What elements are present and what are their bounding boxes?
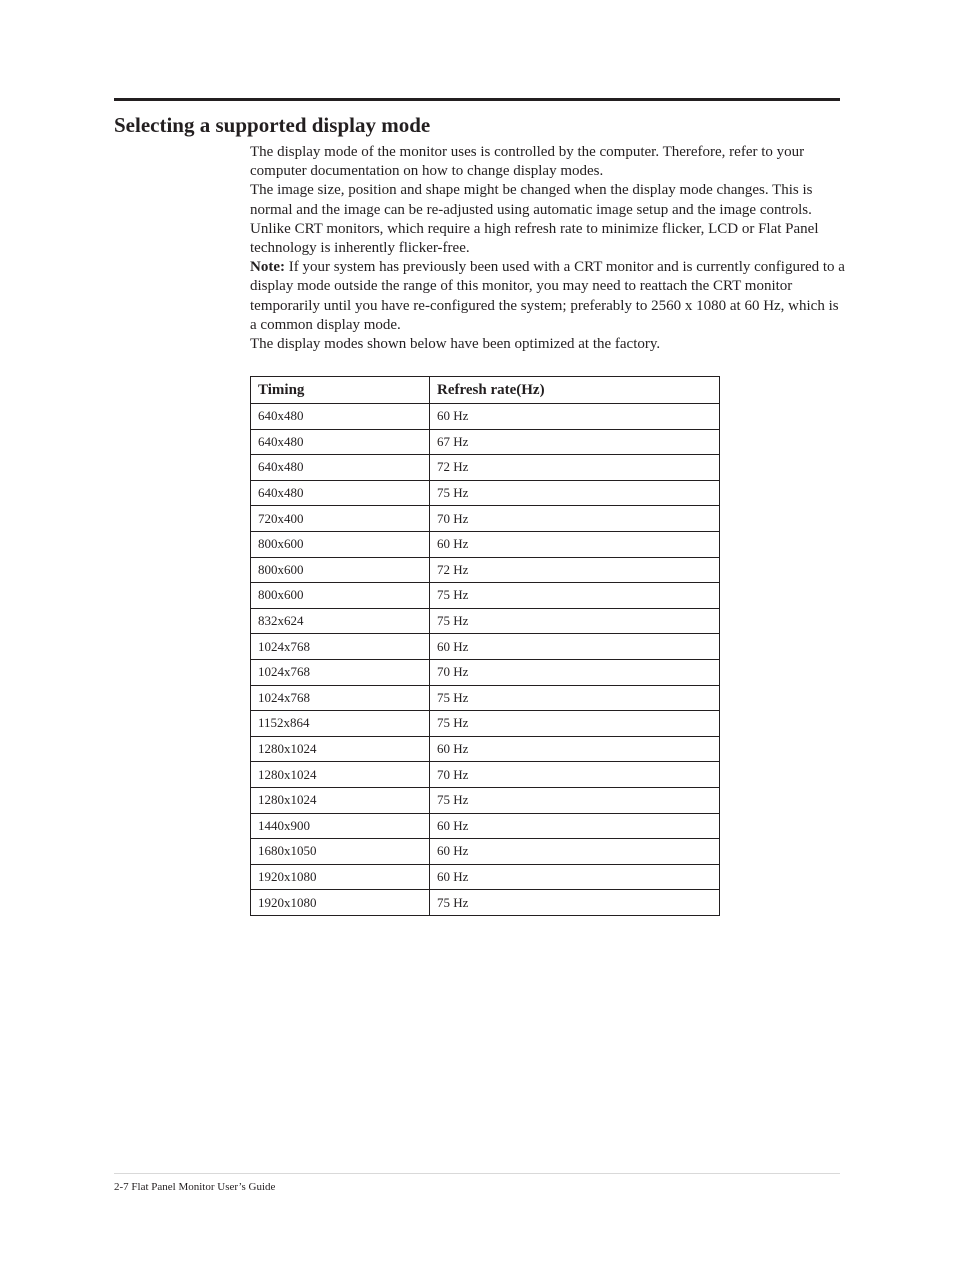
table-row xyxy=(251,608,720,634)
refresh-rate-cell: 70 Hz xyxy=(430,762,720,788)
table-row xyxy=(251,787,720,813)
body-text xyxy=(250,143,846,354)
table-row xyxy=(251,429,720,455)
refresh-rate-cell: 60 Hz xyxy=(430,864,720,890)
paragraph-display-mode-intro: The display mode of the monitor uses is controlled by the computer. Therefore, refer to your computer documentation on how to change display modes. xyxy=(250,144,805,180)
refresh-rate-cell: 75 Hz xyxy=(430,787,720,813)
timing-cell: 1152x864 xyxy=(251,711,430,737)
paragraph-optimized-modes: The display modes shown below have been optimized at the factory. xyxy=(250,336,661,353)
paragraph-note xyxy=(250,258,846,335)
table-row xyxy=(251,659,720,685)
refresh-rate-cell: 70 Hz xyxy=(430,506,720,532)
timing-cell: 1440x900 xyxy=(251,813,430,839)
refresh-rate-cell: 60 Hz xyxy=(430,404,720,430)
timing-cell: 640x480 xyxy=(251,429,430,455)
page-footer: 2-7 Flat Panel Monitor User’s Guide xyxy=(114,1181,276,1193)
table-body xyxy=(251,404,720,916)
header-timing: Timing xyxy=(251,377,430,404)
table-row xyxy=(251,813,720,839)
note-label: Note: xyxy=(250,259,285,276)
table-row xyxy=(251,480,720,506)
table-row xyxy=(251,711,720,737)
refresh-rate-cell: 75 Hz xyxy=(430,711,720,737)
timing-cell: 1024x768 xyxy=(251,685,430,711)
table-row xyxy=(251,583,720,609)
table-row xyxy=(251,736,720,762)
table-row xyxy=(251,839,720,865)
timing-cell: 800x600 xyxy=(251,557,430,583)
table-row xyxy=(251,864,720,890)
table-row xyxy=(251,890,720,916)
refresh-rate-cell: 72 Hz xyxy=(430,455,720,481)
refresh-rate-cell: 75 Hz xyxy=(430,480,720,506)
timing-cell: 1024x768 xyxy=(251,659,430,685)
refresh-rate-cell: 72 Hz xyxy=(430,557,720,583)
timing-cell: 1280x1024 xyxy=(251,762,430,788)
table-row xyxy=(251,455,720,481)
section-top-rule xyxy=(114,98,840,101)
refresh-rate-cell: 60 Hz xyxy=(430,634,720,660)
timing-cell: 1280x1024 xyxy=(251,787,430,813)
refresh-rate-cell: 70 Hz xyxy=(430,659,720,685)
display-modes-table xyxy=(250,376,720,916)
timing-cell: 832x624 xyxy=(251,608,430,634)
refresh-rate-cell: 75 Hz xyxy=(430,583,720,609)
refresh-rate-cell: 60 Hz xyxy=(430,839,720,865)
timing-cell: 800x600 xyxy=(251,583,430,609)
table-row xyxy=(251,557,720,583)
table-row xyxy=(251,762,720,788)
timing-cell: 640x480 xyxy=(251,404,430,430)
timing-cell: 800x600 xyxy=(251,531,430,557)
refresh-rate-cell: 60 Hz xyxy=(430,813,720,839)
timing-cell: 1024x768 xyxy=(251,634,430,660)
table-row xyxy=(251,506,720,532)
refresh-rate-cell: 75 Hz xyxy=(430,890,720,916)
refresh-rate-cell: 60 Hz xyxy=(430,531,720,557)
header-refresh-rate: Refresh rate(Hz) xyxy=(430,377,720,404)
table-header-row xyxy=(251,377,720,404)
timing-cell: 1920x1080 xyxy=(251,890,430,916)
refresh-rate-cell: 60 Hz xyxy=(430,736,720,762)
table-row xyxy=(251,685,720,711)
timing-cell: 640x480 xyxy=(251,455,430,481)
paragraph-image-size: The image size, position and shape might be changed when the display mode changes. This is normal and the image can be re-adjusted using automatic image setup and the image controls. Unlike CRT monitors, which require a high refresh rate to minimize flicker, LCD or Flat Panel technology is inherently flicker-free. xyxy=(250,182,819,257)
timing-cell: 640x480 xyxy=(251,480,430,506)
section-title: Selecting a supported display mode xyxy=(114,113,431,137)
table-row xyxy=(251,634,720,660)
refresh-rate-cell: 67 Hz xyxy=(430,429,720,455)
timing-cell: 1280x1024 xyxy=(251,736,430,762)
footer-rule xyxy=(114,1173,840,1174)
timing-cell: 720x400 xyxy=(251,506,430,532)
table-row xyxy=(251,531,720,557)
refresh-rate-cell: 75 Hz xyxy=(430,685,720,711)
table-row xyxy=(251,404,720,430)
refresh-rate-cell: 75 Hz xyxy=(430,608,720,634)
note-text: If your system has previously been used with a CRT monitor and is currently configured to a display mode outside the range of this monitor, you may need to reattach the CRT monitor temporarily until you have re-configured the system; preferably to 2560 x 1080 at 60 Hz, which is a common display mode. xyxy=(250,259,845,333)
timing-cell: 1680x1050 xyxy=(251,839,430,865)
timing-cell: 1920x1080 xyxy=(251,864,430,890)
